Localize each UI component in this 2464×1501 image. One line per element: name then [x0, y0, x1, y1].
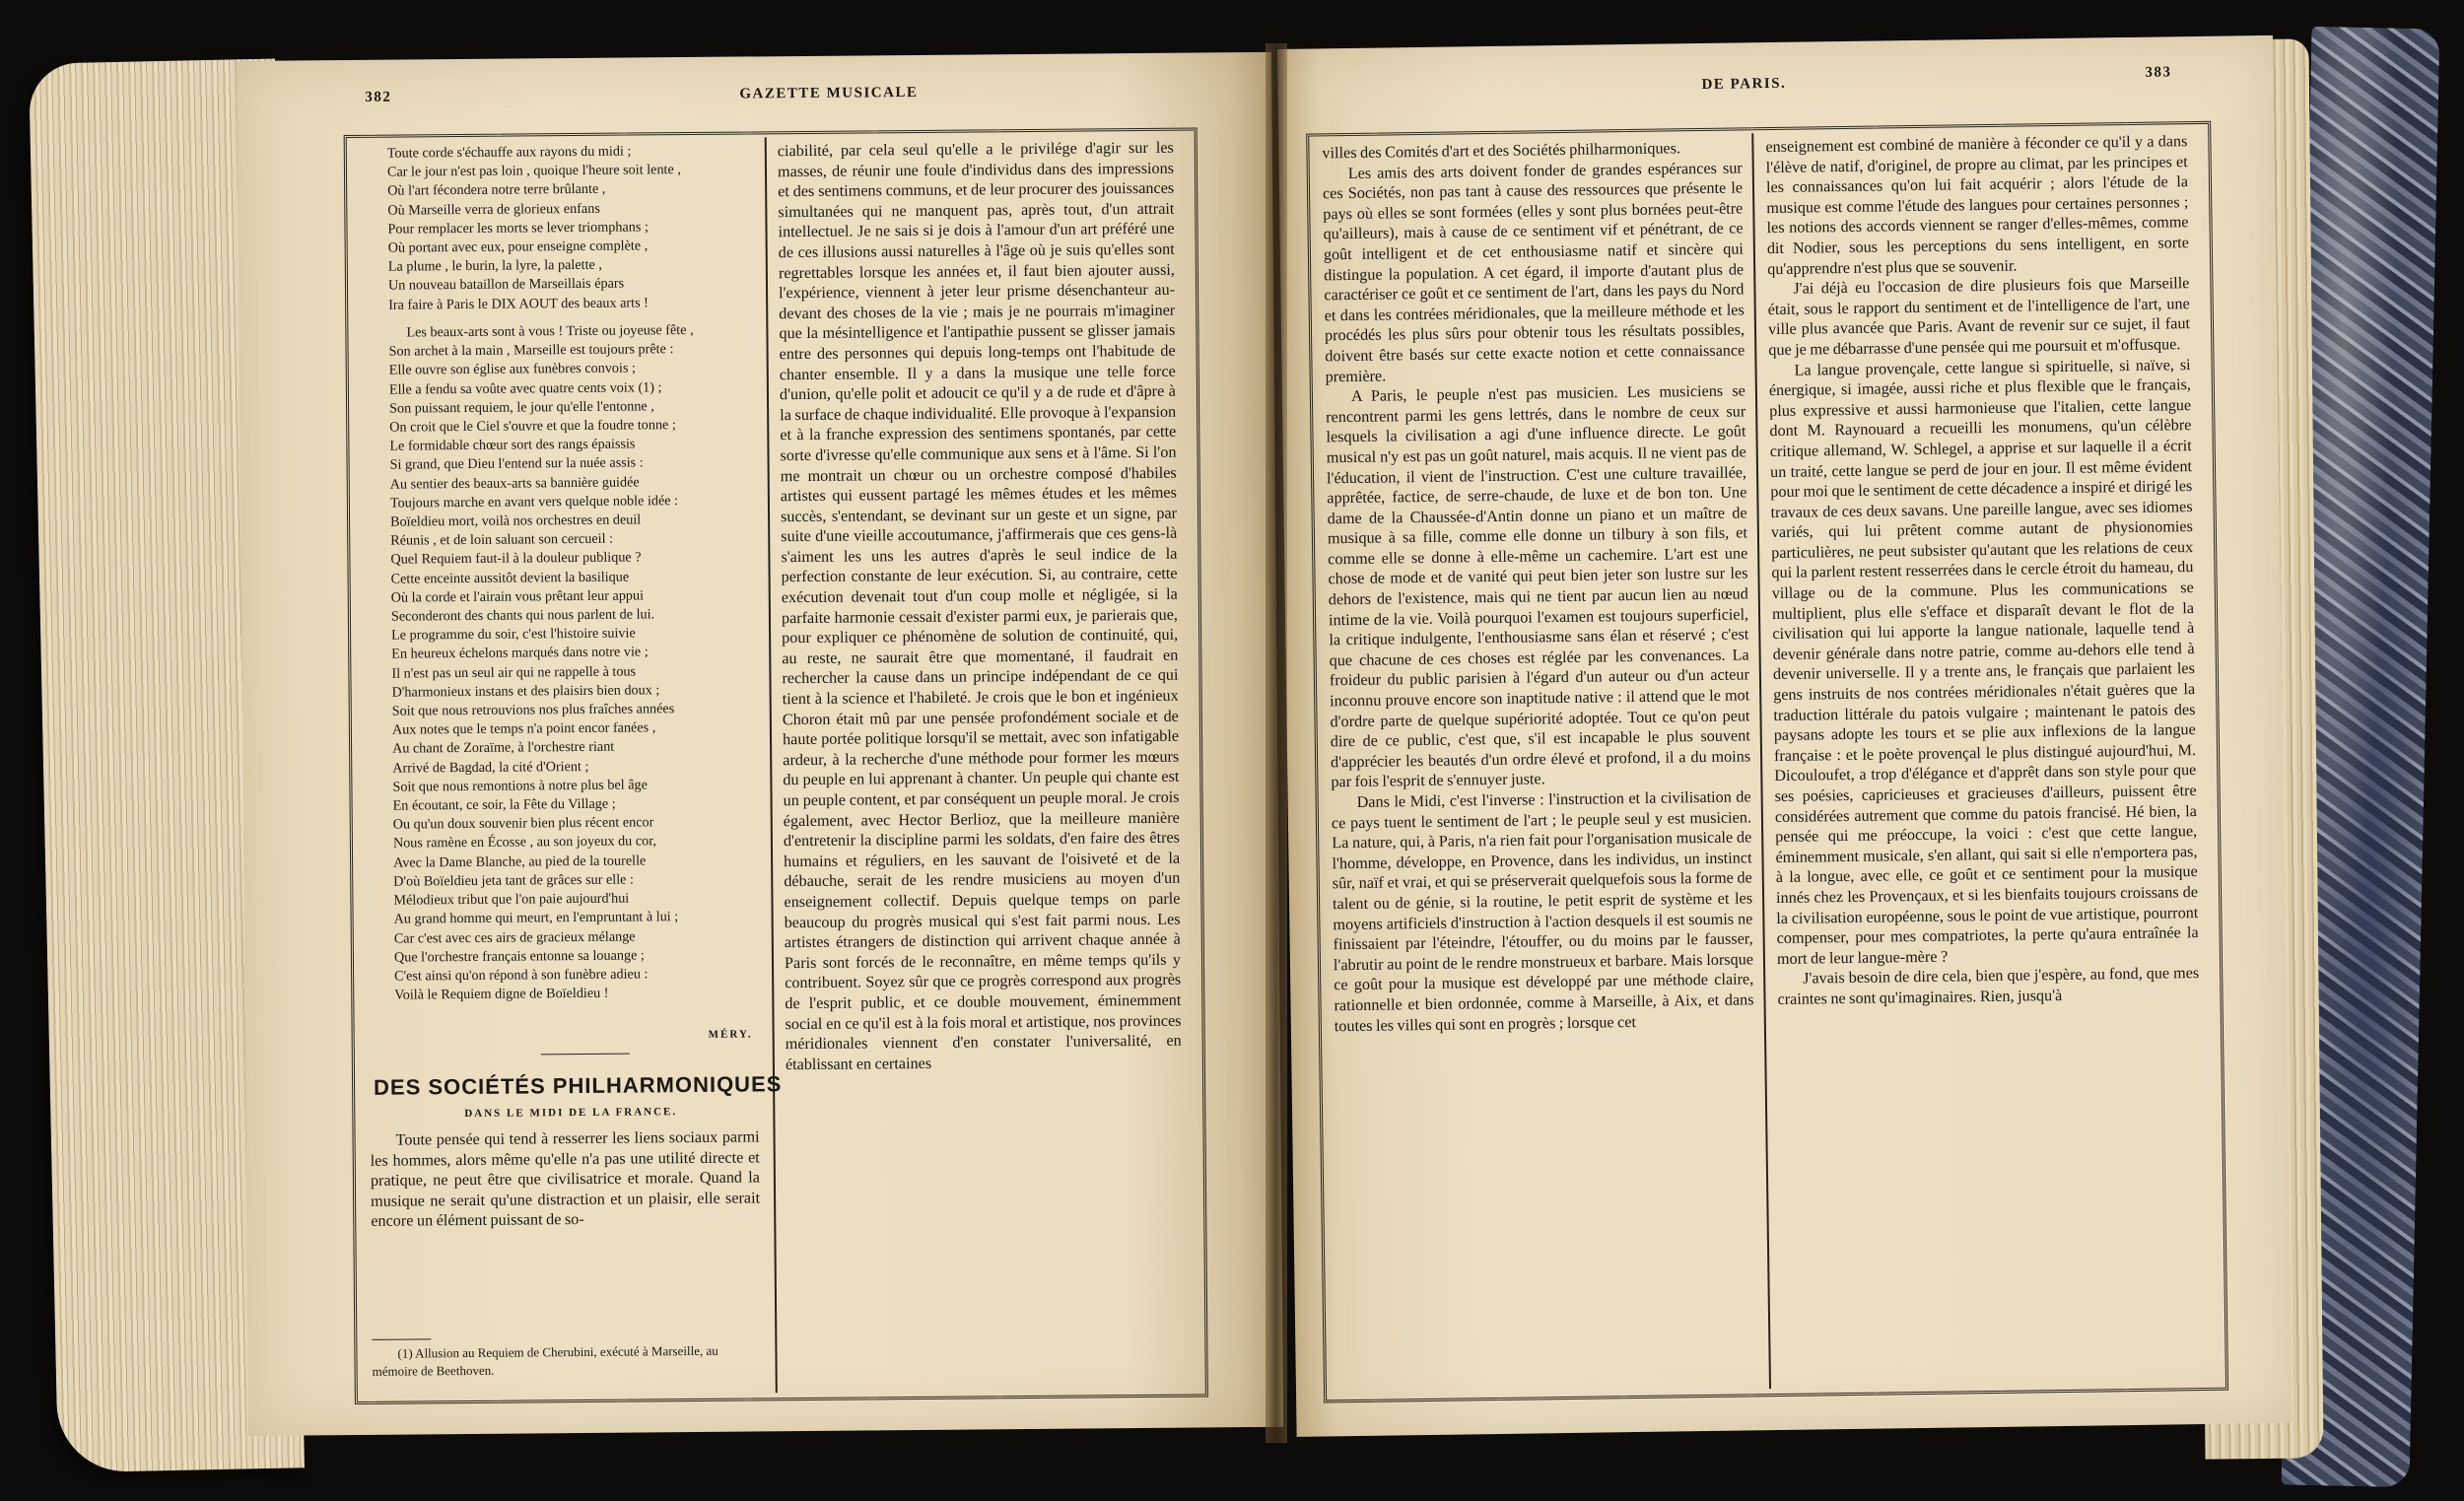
right-page [1277, 35, 2293, 1437]
poem-line: Boïeldieu mort, voilà nos orchestres en deuil [390, 512, 642, 530]
column-3-text [1322, 137, 1759, 1389]
poem-line: Il n'est pas un seul air qui ne rappelle à tous [391, 663, 637, 682]
paragraph: A Paris, le peuple n'est pas musicien. Les musiciens se rencontrent parmi les gens lettrés, dans le nombre de ceux sur lesquels la civilisation a agi d'une influence directe. Le goût musical n'y est pas un goût naturel, mais acquis. Il ne vient pas de l'éducation, il vient de l'instruction. C'est une culture travaillée, apprêtée, factice, de serre-chaude, de luxe et de bon ton. Une dame de la Chaussée-d'Antin donne un piano et un maître de musique à sa fille, comme elle donne un tilbury à son fils, et comme elle se donne à elle-même un cachemire. L'art est une chose de mode et de vanité qui peut bien jeter son lustre sur les dehors de l'existence, mais qui ne tient par aucun lien au nœud intime de la vie. Voilà pourquoi l'examen est toujours superficiel, la critique indulgente, l'enthousiasme sans élan et réservé ; c'est que chacune de ces choses est réglée par les convenances. La froideur du public parisien à l'égard d'un auteur ou d'un acteur inconnu prouve encore son inaptitude native : il attend que le mot d'ordre parte de quelque supériorité adoptée. Tout ce qu'on peut dire de ce public, c'est que, s'il est incapable le plus souvent d'apprécier les beautés d'un ordre élevé et profond, il a du moins par fois l'esprit de s'ennuyer juste. [1326, 381, 1751, 791]
poem-line: Arrivé de Bagdad, la cité d'Orient ; [392, 758, 589, 777]
poem-line: Si grand, que Dieu l'entend sur la nuée assis : [389, 454, 644, 474]
poem-line: Elle ouvre son église aux funèbres convois ; [388, 360, 636, 379]
poem-line: Soit que nous remontions à notre plus bel âge [392, 777, 648, 795]
poem-line: Où Marseille verra de glorieux enfans [387, 200, 600, 219]
poem-line: Les beaux-arts sont à vous ! Triste ou joyeuse fête , [406, 321, 694, 341]
poem-line: D'harmonieux instans et des plaisirs bien doux ; [391, 682, 660, 701]
poem-line: Où l'art fécondera notre terre brûlante , [387, 181, 606, 200]
poem-signature: MÉRY. [708, 1028, 753, 1041]
poem-line: Cette enceinte aussitôt devient la basilique [390, 569, 630, 587]
poem-line: Seconderont des chants qui nous parlent de lui. [390, 606, 655, 625]
poem-line: Au grand homme qui meurt, en l'empruntant à lui ; [393, 909, 679, 927]
page-number-left: 382 [365, 89, 392, 105]
book-gutter [1266, 43, 1287, 1443]
poem-stanza-1 [387, 141, 758, 314]
section-title: DES SOCIÉTÉS PHILHARMONIQUES [373, 1071, 783, 1100]
running-head-right: DE PARIS. [1701, 75, 1787, 93]
poem-line: Mélodieux tribut que l'on paie aujourd'hui [393, 890, 630, 909]
running-head-left: GAZETTE MUSICALE [739, 84, 919, 102]
poem-line: Le formidable chœur sort des rangs épaissis [389, 436, 636, 454]
poem-line: D'où Boïeldieu jeta tant de grâces sur elle : [393, 871, 635, 890]
poem-line: Soit que nous retrouvions nos plus fraîches années [391, 701, 675, 719]
poem-line: Réunis , et de loin saluant son cercueil : [390, 530, 614, 549]
paragraph: enseignement est combiné de manière à féconder ce qu'il y a dans l'élève de natif, d'originel, de propre au climat, par les principes et les connaissances qu'on lui fait acquérir ; alors l'étude de la musique est comme l'étude des langues pour certaines personnes ; les notions des accords viennent se ranger d'elles-mêmes, comme dit Nodier, sous les perceptions du sens intelligent, en sorte qu'apprendre n'est plus que se souvenir. [1765, 132, 2189, 278]
column-2-text [778, 138, 1185, 1385]
poem-line: Au chant de Zoraïme, à l'orchestre riant [392, 739, 615, 758]
poem-line: Nous ramène en Écosse , au son joyeux du cor, [392, 833, 656, 853]
poem-line: Car c'est avec ces airs de gracieux mélange [393, 928, 636, 947]
poem-line: Un nouveau bataillon de Marseillais épars [387, 276, 625, 295]
poem-line: La plume , le burin, la lyre, la palette , [387, 256, 602, 275]
poem-line: Toujours marche en avant vers quelque noble idée : [389, 492, 679, 512]
left-page [237, 52, 1283, 1436]
paragraph: J'avais besoin de dire cela, bien que j'espère, au fond, que mes craintes ne sont qu'imaginaires. Rien, jusqu'à [1777, 964, 2200, 1008]
section-subtitle: DANS LE MIDI DE LA FRANCE. [464, 1106, 678, 1121]
poem-line: Son puissant requiem, le jour qu'elle l'entonne , [389, 398, 654, 417]
column-4-text [1765, 131, 2205, 1383]
poem-line: Ira faire à Paris le DIX AOUT des beaux arts ! [388, 294, 649, 313]
poem-line: En heureux échelons marqués dans notre vie ; [391, 644, 649, 663]
poem-line: Le programme du soir, c'est l'histoire suivie [391, 625, 636, 644]
poem-line: En écoutant, ce soir, la Fête du Village ; [392, 795, 616, 814]
poem-line: Toute corde s'échauffe aux rayons du midi ; [386, 143, 632, 162]
footnote: (1) Allusion au Requiem de Cherubini, exécuté à Marseille, au mémoire de Beethoven. [372, 1342, 719, 1379]
paragraph: Toute pensée qui tend à resserrer les liens sociaux parmi les hommes, alors même qu'elle n'a pas une utilité directe et pratique, ne peut être que civilisatrice et morale. Quand la musique ne serait qu'une distraction et un plaisir, elle serait encore un élément puissant de so- [370, 1127, 761, 1231]
poem-line: Que l'orchestre français entonne sa louange ; [393, 947, 645, 966]
paragraph: La langue provençale, cette langue si spirituelle, si naïve, si énergique, si imagée, aussi riche et plus flexible que le français, plus expressive et aussi harmonieuse que l'italien, cette langue dont M. Raynouard a recueilli les monumens, qu'un célèbre critique allemand, W. Schlegel, a apprise et sur laquelle il a écrit un traité, cette langue se perd de jour en jour. Il est même évident pour moi que le sentiment de cette décadence a inspiré et dirigé les travaux de ces deux savans. Une pareille langue, avec ses idiomes variés, qui lui prêtent comme autant de physionomies particulières, ne peut subsister qu'autant que les relations de ceux qui la parlent restent resserrées dans le cercle étroit du hameau, du village ou de la commune. Plus les communications se multiplient, plus elle s'efface et disparaît devant le flot de la civilisation qui lui apporte la langue nationale, laquelle tend à devenir générale dans notre patrie, comme au-dehors elle tend à devenir universelle. Il y a trente ans, le français que parlaient les gens instruits de nos contrées méridionales n'était guères que la traduction littérale du patois vulgaire ; maintenant le patois des paysans adopte les tours et se plie aux inflexions de la langue française : et le poète provençal le plus distingué aujourd'hui, M. Dicouloufet, a trop d'élégance et d'apprêt dans son style pour que ses poésies, capricieuses et gracieuses d'ailleurs, puissent être considérées autrement que comme du patois francisé. Hé bien, la pensée qui me préoccupe, la voici : c'est que cette langue, éminemment musicale, s'en allant, qui sait si elle n'emportera pas, à la longue, avec elle, ce goût et ce sentiment pour la musique innés chez les Provençaux, et si les bienfaits toujours croissans de la civilisation européenne, sous le point de vue artistique, pourront compenser, pour mes compatriotes, la perte qu'aura entraînée la mort de leur langue-mère ? [1768, 355, 2199, 968]
poem-line: Où la corde et l'airain vous prêtant leur appui [390, 587, 645, 606]
poem-line: Au sentier des beaux-arts sa bannière guidée [389, 474, 640, 493]
column-1-text [370, 1126, 761, 1336]
poem-line: Quel Requiem faut-il à la douleur publique ? [390, 549, 642, 569]
poem-line: On croit que le Ciel s'ouvre et que la foudre tonne ; [389, 417, 676, 436]
poem-line: Son archet à la main , Marseille est toujours prête : [388, 341, 674, 360]
poem-line: Où portant avec eux, pour enseigne complète , [387, 238, 649, 256]
poem-line: Ou qu'un doux souvenir bien plus récent encor [392, 814, 654, 833]
poem-line: C'est ainsi qu'on répond à son funèbre adieu : [394, 966, 649, 985]
paragraph: J'ai déjà eu l'occasion de dire plusieurs fois que Marseille était, sous le rapport du sentiment et de l'intelligence de l'art, une ville plus avancée que Paris. Avant de revenir sur ce sujet, il faut que je me débarrasse d'une pensée qui me poursuit et m'offusque. [1767, 274, 2191, 360]
paragraph: Les amis des arts doivent fonder de grandes espérances sur ces Sociétés, non pas tant à cause des ressources que présente le pays où elles se sont formées (elles y sont plus bornées peut-être qu'ailleurs), mais à cause de ce sentiment vif et pénétrant, de ce goût intelligent et de cet enthousiasme natif et sincère qui distingue la population. A cet égard, il importe d'autant plus de caractériser ce goût et ce sentiment de l'art, dans les pays du Nord et dans les contrées méridionales, que la meilleure méthode et les procédés les plus sûrs pour obtenir tous les résultats possibles, doivent être basés sur cette exacte notion et cette connaissance première. [1322, 159, 1745, 385]
paragraph: villes des Comités d'art et des Sociétés philharmoniques. [1322, 139, 1681, 163]
paragraph: Dans le Midi, c'est l'inverse : l'instruction et la civilisation de ce pays tuent le sentiment de l'art ; le peuple seul y est musicien. La nature, qui, à Paris, n'a rien fait pour l'organisation musicale de l'homme, développe, en Provence, dans les individus, un instinct sûr, naïf et vrai, et qui se préserverait quelquefois sous la forme de talent ou de génie, si la routine, le petit esprit de système et les moyens artificiels d'instruction à l'action desquels il est soumis ne finissaient par l'éteindre, l'étouffer, ou du moins par le fausser, l'abrutir au point de le rendre monstrueux et barbare. Mais lorsque ce goût pour la musique est développé par une méthode claire, rationnelle et bien ordonnée, comme à Marseille, à Aix, et dans toutes les villes qui sont en progrès ; lorsque cet [1331, 787, 1754, 1035]
poem-line: Avec la Dame Blanche, au pied de la tourelle [393, 853, 647, 871]
paragraph: ciabilité, par cela seul qu'elle a le privilége d'agir sur les masses, de réunir une foule d'individus dans des impressions et des sentimens communs, et de leur procurer des jouissances simultanées qui ne manquent pas, après tout, d'un attrait intellectuel. Je ne sais si je dois à l'amour d'un art préféré une de ces illusions aussi naturelles à l'âge où je suis qu'elles sont regrettables lorsque les années et, il faut bien ajouter aussi, l'expérience, viennent à jeter leur prisme désenchanteur au-devant des choses de la vie ; mais je ne pourrais m'imaginer que la mésintelligence et l'antipathie pussent se glisser jamais entre des personnes qui depuis long-temps ont l'habitude de chanter ensemble. Il y a dans la musique une telle force d'union, qu'elle polit et adoucit ce qu'il y a de rude et d'âpre à la surface de chaque individualité. Elle provoque à l'expansion et à la franche expression des sentimens spontanés, par cette sorte d'ivresse qu'elle communique aux sens et à l'âme. Si l'on me montrait un chœur ou un orchestre composé d'habiles artistes qui eussent partagé les mêmes études et les mêmes succès, s'entendant, se devinant sur un geste et un signe, par suite d'une vieille accoutumance, j'affirmerais que ces gens-là s'aiment les uns les autres d'après le seul indice de la perfection constante de leur exécution. Si, au contraire, cette exécution devenait tout d'un coup molle et négligée, si la parfaite harmonie cessait d'exister parmi eux, je parierais que, pour expliquer ce phénomène de solution de continuité, qui, au reste, ne saurait être que momentané, il faudrait en rechercher la cause dans un principe indépendant de ce qui tient à la science et l'habileté. Je crois que le bon et ingénieux Choron était mû par une pensée profondément sociale et de haute portée politique lorsqu'il se mettait, avec son infatigable ardeur, à la recherche d'une méthode pour former les mœurs du peuple en lui apprenant à chanter. Un peuple qui chante est un peuple content, et par conséquent un peuple moral. Je crois également, avec Hector Berlioz, que la meilleure manière d'entretenir la discipline parmi les soldats, d'en faire des êtres humains et réguliers, en les sauvant de l'oisiveté et de la débauche, serait de les rendre musiciens au moyen d'un enseignement collectif. Depuis quelque temps on parle beaucoup du progrès musical qui s'est fait parmi nous. Les artistes étrangers de distinction qui arrivent chaque année à Paris sont forcés de le reconnaître, en même temps qu'ils y contribuent. Soyez sûr que ce progrès correspond aux progrès de l'esprit public, et ce double mouvement, éminemment social en ce qu'il est à la fois moral et artistique, nos provinces méridionales viennent d'en constater l'universalité, en établissant en certaines [777, 138, 1182, 1073]
poem-line: Elle a fendu sa voûte avec quatre cents voix (1) ; [388, 378, 662, 398]
poem-stanza-2 [388, 320, 764, 1005]
poem-line: Voilà le Requiem digne de Boïeldieu ! [394, 985, 609, 1003]
poem-line: Aux notes que le temps n'a point encor fanées , [391, 719, 656, 738]
poem-line: Pour remplacer les morts se lever triomphans ; [387, 219, 649, 238]
page-number-right: 383 [2145, 64, 2172, 81]
poem-line: Car le jour n'est pas loin , quoique l'heure soit lente , [386, 162, 681, 180]
